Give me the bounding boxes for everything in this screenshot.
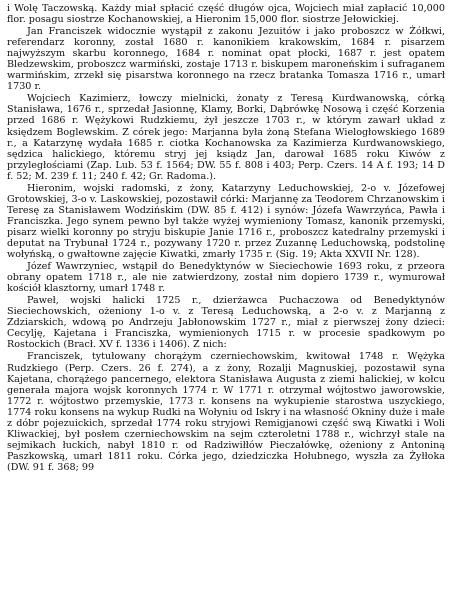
paragraph-continuation: i Wolę Taczowską. Każdy miał spłacić część długów ojca, Wojciech miał zapłacić 10,000 flor. posagu siostrze Kochanowskiej, a Hieronim 15,000 flor. siostrze Jełowickiej. <box>7 3 445 26</box>
paragraph-jan-franciszek: Jan Franciszek widocznie wystąpił z zakonu Jezuitów i jako proboszcz w Żółkwi, referendarz koronny, został 1680 r. kanonikiem krakowskim, 1684 r. pisarzem najwyższym skarbu koronnego, 1684 r. nominat opat płocki, 1687 r. jest opatem Bledzewskim, proboszcz warmiński, zostaje 1713 r. biskupem maroneńskim i sufraganem warmińskim, zrzekł się pisarstwa koronnego na rzecz bratanka Tomasza 1716 r., umarł 1730 r. <box>7 26 445 93</box>
paragraph-hieronim: Hieronim, wojski radomski, z żony, Katarzyny Leduchowskiej, 2-o v. Józefowej Grotowskiej, 3-o v. Laskowskiej, pozostawił córki: Marjannę za Teodorem Chrzanowskim i Teresę za Stanisławem Wodzińskim (DW. 85 f. 412) i synów: Józefa Wawrzyńca, Pawła i Franciszka. Jego synem pewno był także wyżej wymieniony Tomasz, kanonik przemyski, pisarz wielki koronny po stryju biskupie Janie 1716 r., proboszcz katedralny przemyski i deputat na Trybunał 1724 r., pozywany 1720 r. przez Zuzannę Leduchowską, podstolinę wołyńską, o gwałtowne zajęcie Kiwatki, zmarły 1735 r. (Sig. 19; Akta XXVII Nr. 128). <box>7 182 445 261</box>
paragraph-wojciech-kazimierz: Wojciech Kazimierz, łowczy mielnicki, żonaty z Teresą Kurdwanowską, córką Stanisława, 1676 r., sprzedał Jasionnę, Klamy, Borki, Dąbrówkę Nosową i część Korzenia przed 1686 r. Wężykowi Rudzkiemu, żył jeszcze 1703 r., w którym zawarł układ z księdzem Boglewskim. Z córek jego: Marjanna była żoną Stefana Wielogłowskiego 1689 r., a Katarzynę wydała 1685 r. ciotka Kochanowska za Kazimierza Kurdwanowskiego, sędzica halickiego, któremu stryj jej ksiądz Jan, darował 1685 roku Kiwów z przyległościami (Zap. Lub. 53 f. 1564; DW. 55 f. 808 i 403; Perp. Czers. 14 A f. 193; 14 D f. 52; M. 239 f. 11; 240 f. 42; Gr. Radoma.). <box>7 93 445 182</box>
paragraph-jozef-wawrzyniec: Józef Wawrzyniec, wstąpił do Benedyktynów w Sieciechowie 1693 roku, z przeora obrany opatem 1718 r., ale nie zatwierdzony, został nim dopiero 1739 r., wymurował kościół klasztorny, umarł 1748 r. <box>7 261 445 295</box>
paragraph-pawel: Paweł, wojski halicki 1725 r., dzierżawca Puchaczowa od Benedyktynów Sieciechowskich, ożeniony 1-o v. z Teresą Leduchowską, a 2-o v. z Marjanną z Zdziarskich, wdową po Andrzeju Jabłonowskim 1727 r., miał z pierwszej żony dzieci: Cecylję, Kajetana i Franciszka, wymienionych 1715 r. w procesie spadkowym po Rostockich (Bracł. XV f. 1336 i 1406). Z nich: <box>7 295 445 351</box>
paragraph-franciszek: Franciszek, tytułowany chorążym czerniechowskim, kwitował 1748 r. Wężyka Rudzkiego (Perp. Czers. 26 f. 274), a z żony, Rozalji Magnuskiej, pozostawił syna Kajetana, chorążego pancernego, elektora Stanisława Augusta z ziemi halickiej, w kołcu generała majora wojsk koronnych 1774 r. W 1771 r. otrzymał wójtostwo jaworowskie, 1772 r. wójtostwo przemyskie, 1773 r. konsens na wykupienie starostwa uszyckiego, 1774 roku konsens na wykup Rudki na Wołyniu od Iskry i na własność Okniny duże i małe z dóbr pojezuickich, sprzedał 1774 roku stryjowi Remigjanowi część swą Kiwatki i Woli Kliwackiej, był posłem czerniechowskim na sejm czteroletni 1788 r., wichrzył stale na sejmikach łuckich, nabył 1810 r. od Radziwiłłów Pieczałówkę, ożeniony z Antoniną Paszkowską, umarł 1811 roku. Córka jego, dziedziczka Hołubnego, wyszła za Żyłłoka (DW. 91 f. 368; 99 <box>7 351 445 473</box>
